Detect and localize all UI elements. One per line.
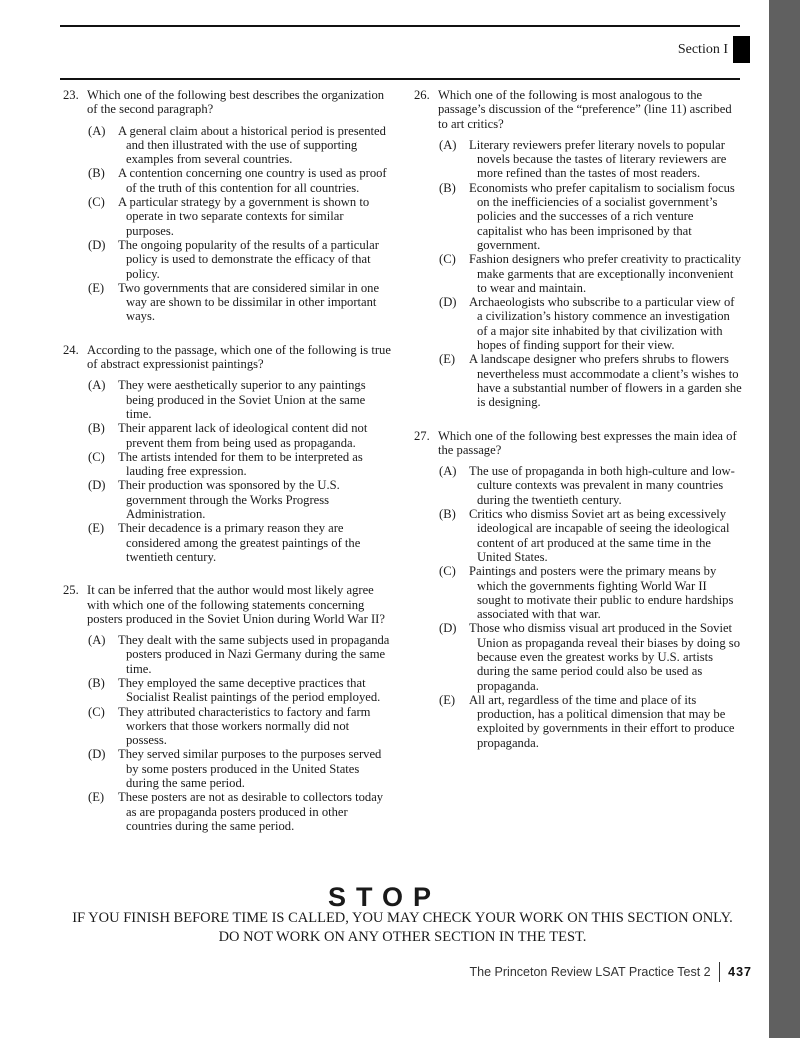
answer-choice bbox=[88, 238, 393, 281]
question-stem bbox=[414, 88, 742, 131]
choice-text: All art, regardless of the time and place of its production, has a political dimension that may be exploited by governments in their effort to produce propaganda. bbox=[469, 692, 735, 750]
answer-choice bbox=[439, 138, 742, 181]
answer-choice bbox=[439, 295, 742, 352]
choice-text: Those who dismiss visual art produced in the Soviet Union as propaganda reveal their biases by doing so because even the greatest works by U.S. artists during the same period could also be used as propaganda. bbox=[469, 621, 740, 693]
choice-label: (C) bbox=[88, 195, 105, 210]
choice-text: A landscape designer who prefers shrubs to flowers nevertheless must accommodate a client’s wishes to have a substantial number of flowers in a garden she is designing. bbox=[469, 352, 742, 410]
choice-label: (E) bbox=[439, 352, 456, 367]
top-rule bbox=[60, 25, 740, 27]
answer-choice bbox=[88, 478, 393, 521]
choice-label: (A) bbox=[439, 464, 457, 479]
choice-label: (D) bbox=[439, 621, 457, 636]
header-rule bbox=[60, 78, 740, 80]
choice-text: Their decadence is a primary reason they are considered among the greatest paintings of the twentieth century. bbox=[118, 521, 361, 564]
choice-text: Archaeologists who subscribe to a particular view of a civilization’s history commence an investigation of a major site inhabited by that civilization with hopes of finding support for their view. bbox=[469, 295, 735, 353]
answer-choice bbox=[88, 281, 393, 324]
stop-heading: STOP bbox=[327, 882, 442, 912]
question-number: 25. bbox=[63, 583, 79, 598]
answer-choice bbox=[439, 252, 742, 295]
choice-text: They dealt with the same subjects used in propaganda posters produced in Nazi Germany during the same time. bbox=[118, 633, 390, 676]
choice-label: (E) bbox=[88, 521, 105, 536]
answer-choice bbox=[88, 521, 393, 564]
page-edge-bar bbox=[769, 0, 800, 1038]
choice-text: The artists intended for them to be interpreted as lauding free expression. bbox=[118, 449, 363, 479]
question-number: 23. bbox=[63, 88, 79, 102]
question-text: It can be inferred that the author would most likely agree with which one of the following statements concerning posters produced in the Soviet Union during World War II? bbox=[87, 583, 385, 626]
question-text: According to the passage, which one of the following is true of abstract expressionist paintings? bbox=[87, 342, 391, 372]
section-label: Section I bbox=[677, 42, 728, 57]
choice-text: The use of propaganda in both high-culture and low-culture contexts was prevalent in many countries during the twentieth century. bbox=[469, 464, 735, 507]
answer-choice bbox=[439, 693, 742, 750]
question-number: 27. bbox=[414, 428, 430, 443]
choice-label: (B) bbox=[439, 180, 456, 195]
choice-text: Their apparent lack of ideological content did not prevent them from being used as propaganda. bbox=[118, 421, 368, 450]
choice-label: (C) bbox=[439, 252, 456, 267]
choice-text: They attributed characteristics to factory and farm workers that those workers normally did not possess. bbox=[118, 704, 371, 748]
choice-label: (B) bbox=[88, 421, 105, 436]
choice-text: A contention concerning one country is used as proof of the truth of this contention for all countries. bbox=[118, 166, 387, 195]
choice-label: (B) bbox=[88, 166, 105, 181]
answer-choices bbox=[63, 378, 393, 564]
choice-text: Economists who prefer capitalism to socialism focus on the inefficiencies of a socialist government’s policies and the successes of a rich venture capitalist who has been imprisoned by that government. bbox=[469, 180, 735, 252]
choice-text: The ongoing popularity of the results of a particular policy is used to demonstrate the efficacy of that policy. bbox=[118, 237, 379, 281]
question-number: 26. bbox=[414, 88, 430, 102]
left-column bbox=[63, 88, 393, 852]
choice-label: (E) bbox=[88, 790, 105, 805]
choice-text: Critics who dismiss Soviet art as being excessively ideological are incapable of seeing the ideological content of art produced at the same time in the United States. bbox=[469, 507, 730, 564]
choice-text: They employed the same deceptive practices that Socialist Realist paintings of the period employed. bbox=[118, 675, 381, 705]
page-number: 437 bbox=[728, 965, 752, 979]
answer-choice bbox=[88, 124, 393, 167]
choice-label: (E) bbox=[439, 692, 456, 707]
choice-label: (C) bbox=[88, 704, 105, 719]
choice-text: Literary reviewers prefer literary novels to popular novels because the tastes of literary reviewers are more refined than the tastes of most readers. bbox=[469, 137, 727, 181]
answer-choices bbox=[63, 633, 393, 833]
question-stem bbox=[414, 429, 742, 458]
answer-choice bbox=[88, 676, 393, 705]
answer-choice bbox=[439, 621, 742, 692]
choice-label: (A) bbox=[88, 123, 106, 138]
choice-label: (A) bbox=[88, 633, 106, 648]
choice-text: Fashion designers who prefer creativity to practicality make garments that are exceptionally inconvenient to wear and maintain. bbox=[469, 252, 742, 295]
question-24 bbox=[63, 343, 393, 564]
choice-label: (C) bbox=[439, 564, 456, 579]
choice-label: (B) bbox=[88, 675, 105, 690]
choice-label: (D) bbox=[88, 747, 106, 762]
choice-label: (B) bbox=[439, 507, 456, 522]
answer-choices bbox=[414, 138, 742, 410]
question-stem bbox=[63, 88, 393, 117]
choice-label: (A) bbox=[88, 378, 106, 393]
stop-instruction-1: IF YOU FINISH BEFORE TIME IS CALLED, YOU MAY CHECK YOUR WORK ON THIS SECTION ONLY. bbox=[72, 910, 733, 926]
stop-instruction-2: DO NOT WORK ON ANY OTHER SECTION IN THE TEST. bbox=[218, 929, 587, 945]
choice-label: (D) bbox=[88, 478, 106, 493]
question-text: Which one of the following best describes the organization of the second paragraph? bbox=[87, 88, 385, 117]
question-stem bbox=[63, 583, 393, 626]
question-23 bbox=[63, 88, 393, 324]
answer-choice bbox=[439, 564, 742, 621]
right-column bbox=[414, 88, 742, 769]
question-number: 24. bbox=[63, 342, 79, 357]
answer-choice bbox=[88, 450, 393, 479]
choice-text: They served similar purposes to the purposes served by some posters produced in the United States during the same period. bbox=[118, 747, 382, 791]
question-stem bbox=[63, 343, 393, 372]
question-text: Which one of the following best expresses the main idea of the passage? bbox=[438, 428, 737, 457]
answer-choice bbox=[88, 747, 393, 790]
choice-text: A particular strategy by a government is shown to operate in two separate contexts for similar purposes. bbox=[118, 195, 370, 238]
choice-label: (A) bbox=[439, 137, 457, 152]
choice-text: A general claim about a historical period is presented and then illustrated with the use of supporting examples from several countries. bbox=[118, 123, 386, 167]
choice-label: (E) bbox=[88, 280, 105, 295]
answer-choice bbox=[88, 421, 393, 450]
choice-text: They were aesthetically superior to any paintings being produced in the Soviet Union at the same time. bbox=[118, 378, 366, 421]
book-title: The Princeton Review LSAT Practice Test 2 bbox=[469, 965, 711, 979]
footer bbox=[470, 962, 752, 982]
choice-text: Their production was sponsored by the U.S. government through the Works Progress Administration. bbox=[118, 478, 340, 522]
answer-choice bbox=[88, 378, 393, 421]
answer-choice bbox=[439, 507, 742, 564]
question-26 bbox=[414, 88, 742, 410]
answer-choices bbox=[63, 124, 393, 324]
footer-divider bbox=[719, 962, 721, 982]
section-marker bbox=[733, 36, 750, 63]
answer-choice bbox=[439, 352, 742, 409]
answer-choice bbox=[88, 790, 393, 833]
question-27 bbox=[414, 429, 742, 751]
choice-text: Two governments that are considered similar in one way are shown to be dissimilar in other important ways. bbox=[118, 280, 380, 324]
choice-text: Paintings and posters were the primary means by which the governments fighting World War II sought to motivate their public to endure hardships associated with that war. bbox=[469, 564, 734, 622]
answer-choice bbox=[439, 464, 742, 507]
question-text: Which one of the following is most analogous to the passage’s discussion of the “preference” (line 11) ascribed to art critics? bbox=[438, 88, 732, 131]
choice-text: These posters are not as desirable to collectors today as are propaganda posters produced in other countries during the same period. bbox=[118, 790, 384, 833]
choice-label: (D) bbox=[88, 237, 106, 252]
choice-label: (C) bbox=[88, 449, 105, 464]
answer-choice bbox=[88, 705, 393, 748]
answer-choice bbox=[439, 181, 742, 252]
question-25 bbox=[63, 583, 393, 833]
answer-choice bbox=[88, 166, 393, 195]
answer-choice bbox=[88, 195, 393, 238]
answer-choices bbox=[414, 464, 742, 750]
choice-label: (D) bbox=[439, 295, 457, 310]
answer-choice bbox=[88, 633, 393, 676]
